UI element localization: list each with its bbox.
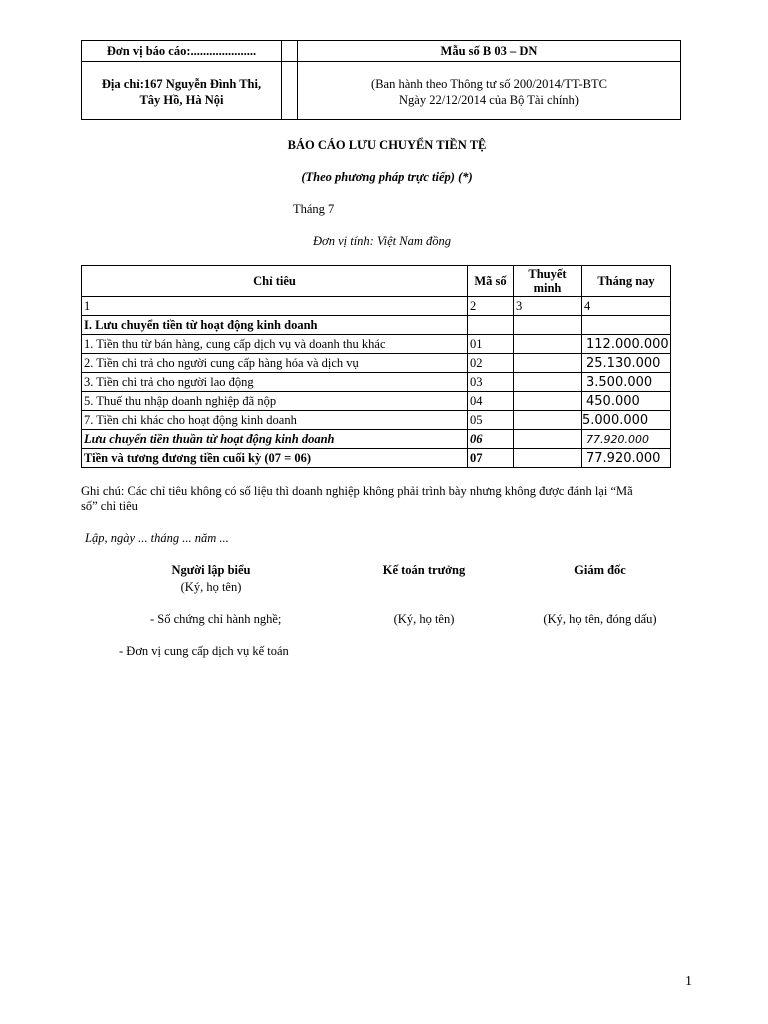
row-note [514,354,582,373]
address-line-2: Tây Hồ, Hà Nội [139,93,224,107]
table-row-total [82,449,671,468]
table-row [82,335,671,354]
row-label: 1. Tiền thu từ bán hàng, cung cấp dịch vụ và doanh thu khác [82,335,468,354]
note-line-1: Ghi chú: Các chỉ tiêu không có số liệu thì doanh nghiệp không phải trình bày nhưng không được đánh lại “Mã [81,484,633,498]
row-label: 3. Tiền chi trả cho người lao động [82,373,468,392]
table-row [82,373,671,392]
row-code: 03 [468,373,514,392]
report-header-box [81,40,681,120]
row-value: 25.130.000 [582,354,671,373]
row-label: Tiền và tương đương tiền cuối kỳ (07 = 06) [82,449,468,468]
director-title: Giám đốc [574,563,626,577]
row-code: 04 [468,392,514,411]
report-period: Tháng 7 [293,202,335,216]
row-code [468,316,514,335]
col-header-this-month: Tháng nay [582,266,671,297]
row-value: 77.920.000 [582,449,671,468]
col-header-code: Mã số [468,266,514,297]
row-code: 01 [468,335,514,354]
report-title: BÁO CÁO LƯU CHUYỂN TIỀN TỆ [287,138,487,152]
cash-flow-table [81,265,671,468]
row-value: 3.500.000 [582,373,671,392]
row-value: 5.000.000 [582,411,671,430]
row-note [514,335,582,354]
row-note [514,449,582,468]
chief-accountant-signature-hint: (Ký, họ tên) [393,612,455,626]
row-code: 07 [468,449,514,468]
director-signature-hint: (Ký, họ tên, đóng dấu) [543,612,657,626]
row-label: 5. Thuế thu nhập doanh nghiệp đã nộp [82,392,468,411]
address-line-1: Địa chỉ:167 Nguyễn Đình Thi, [101,77,262,91]
issued-by-line-1: (Ban hành theo Thông tư số 200/2014/TT-BTC [371,77,607,91]
signing-date: Lập, ngày ... tháng ... năm ... [85,531,229,545]
col-header-note-line2: minh [533,281,562,295]
row-label: 7. Tiền chi khác cho hoạt động kinh doanh [82,411,468,430]
page-number: 1 [685,974,692,989]
row-note [514,316,582,335]
header-divider [281,41,282,119]
row-code: 06 [468,430,514,449]
row-label: 2. Tiền chi trả cho người cung cấp hàng hóa và dịch vụ [82,354,468,373]
row-label: Lưu chuyển tiền thuần từ hoạt động kinh doanh [82,430,468,449]
index-cell: 1 [82,297,468,316]
chief-accountant-title: Kế toán trưởng [382,563,466,577]
row-note [514,373,582,392]
row-value: 450.000 [582,392,671,411]
reporting-unit: Đơn vị báo cáo:..................... [106,44,257,58]
report-subtitle: (Theo phương pháp trực tiếp) (*) [301,170,473,184]
note-line-2: số” chỉ tiêu [81,499,138,513]
header-row-divider [82,61,680,62]
index-cell: 3 [514,297,582,316]
table-row [82,316,671,335]
preparer-title: Người lập biểu [171,563,251,577]
row-note [514,430,582,449]
row-note [514,411,582,430]
table-row [82,392,671,411]
col-header-note [514,266,582,297]
row-value: 77.920.000 [582,430,671,449]
form-number: Mẫu số B 03 – DN [440,44,538,58]
index-cell: 2 [468,297,514,316]
preparer-license: - Số chứng chỉ hành nghề; [150,612,282,626]
row-value: 112.000.000 [582,335,671,354]
table-header-row [82,266,671,297]
table-index-row [82,297,671,316]
col-header-indicator: Chỉ tiêu [82,266,468,297]
issued-by-line-2: Ngày 22/12/2014 của Bộ Tài chính) [399,93,579,107]
index-cell: 4 [582,297,671,316]
row-note [514,392,582,411]
preparer-signature-hint: (Ký, họ tên) [180,580,242,594]
currency-unit: Đơn vị tính: Việt Nam đồng [313,234,452,248]
row-code: 05 [468,411,514,430]
table-row [82,411,671,430]
table-row [82,354,671,373]
col-header-note-line1: Thuyết [528,267,567,281]
row-value [582,316,671,335]
row-label: I. Lưu chuyển tiền từ hoạt động kinh doanh [82,316,468,335]
row-code: 02 [468,354,514,373]
table-row-subtotal [82,430,671,449]
accounting-service-provider: - Đơn vị cung cấp dịch vụ kế toán [119,644,289,658]
